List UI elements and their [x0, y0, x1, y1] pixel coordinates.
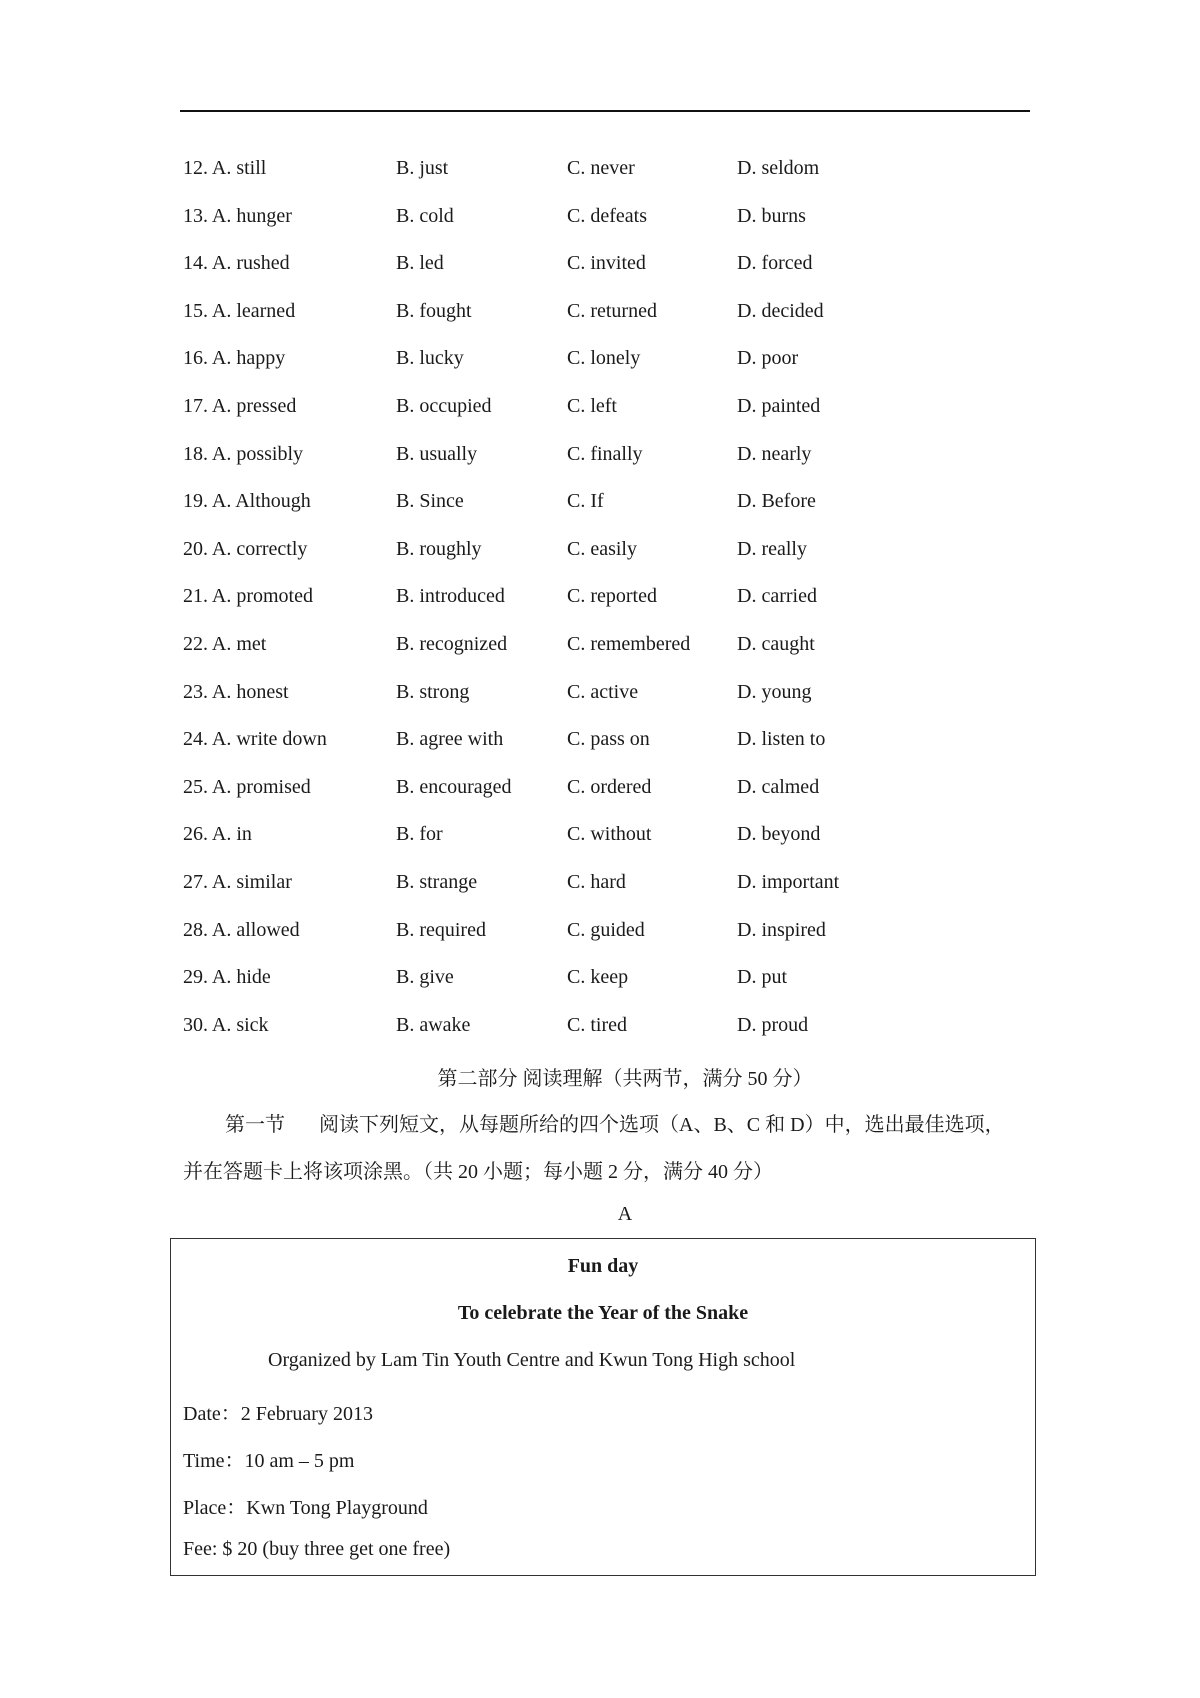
option-row	[183, 862, 1083, 910]
option-c: C. without	[567, 823, 652, 846]
option-d: D. burns	[737, 204, 806, 227]
option-d: D. caught	[737, 632, 815, 655]
option-d: D. important	[737, 870, 840, 893]
option-c: C. finally	[567, 442, 643, 465]
option-c: C. keep	[567, 966, 629, 989]
option-row	[183, 672, 1083, 720]
option-b: B. agree with	[396, 728, 504, 751]
option-d: D. beyond	[737, 823, 821, 846]
option-row	[183, 1005, 1083, 1053]
option-b: B. roughly	[396, 537, 482, 560]
instructions-text: 阅读下列短文，从每题所给的四个选项（A、B、C 和 D）中，选出最佳选项，	[319, 1114, 1005, 1136]
option-c: C. never	[567, 157, 635, 179]
option-d: D. nearly	[737, 442, 812, 465]
option-row	[183, 243, 1083, 291]
option-b: B. required	[396, 918, 486, 941]
option-a: 24. A. write down	[183, 728, 327, 751]
option-c: C. invited	[567, 252, 646, 275]
option-a: 25. A. promised	[183, 775, 311, 798]
notice-subtitle: To celebrate the Year of the Snake	[457, 1302, 749, 1324]
notice-time: Time：10 am – 5 pm	[183, 1450, 355, 1472]
option-c: C. remembered	[567, 632, 691, 655]
option-row	[183, 481, 1083, 529]
notice-title: Fun day	[567, 1255, 639, 1277]
option-b: B. led	[396, 252, 444, 275]
option-d: D. decided	[737, 299, 824, 322]
option-d: D. painted	[737, 394, 821, 417]
option-b: B. strong	[396, 680, 470, 703]
option-b: B. cold	[396, 204, 454, 227]
instructions-line-1	[225, 1108, 1005, 1137]
option-row	[183, 291, 1083, 339]
option-b: B. lucky	[396, 347, 464, 370]
option-c: C. hard	[567, 870, 626, 893]
option-d: D. Before	[737, 490, 816, 513]
notice-date: Date：2 February 2013	[183, 1403, 373, 1425]
option-a: 19. A. Although	[183, 490, 311, 513]
option-a: 27. A. similar	[183, 870, 292, 893]
option-c: C. ordered	[567, 775, 652, 798]
option-b: B. usually	[396, 442, 478, 465]
option-c: C. pass on	[567, 728, 650, 751]
option-b: B. just	[396, 157, 449, 179]
option-d: D. put	[737, 966, 787, 989]
option-a: 15. A. learned	[183, 299, 296, 322]
option-row	[183, 910, 1083, 958]
option-row	[183, 196, 1083, 244]
option-b: B. Since	[396, 490, 464, 513]
option-a: 30. A. sick	[183, 1013, 269, 1036]
option-d: D. poor	[737, 347, 799, 370]
option-row	[183, 576, 1083, 624]
instructions-line-2: 并在答题卡上将该项涂黑。（共 20 小题；每小题 2 分，满分 40 分）	[183, 1161, 773, 1183]
passage-label: A	[617, 1203, 633, 1225]
option-d: D. carried	[737, 585, 817, 608]
option-a: 16. A. happy	[183, 347, 286, 370]
option-c: C. If	[567, 490, 604, 513]
option-a: 29. A. hide	[183, 966, 271, 989]
notice-place: Place：Kwn Tong Playground	[183, 1497, 428, 1519]
option-row	[183, 434, 1083, 482]
option-c: C. returned	[567, 299, 657, 322]
option-c: C. tired	[567, 1013, 627, 1036]
option-c: C. guided	[567, 918, 645, 941]
option-b: B. occupied	[396, 394, 492, 417]
instructions-label: 第一节	[225, 1114, 285, 1136]
option-d: D. really	[737, 537, 807, 560]
option-a: 21. A. promoted	[183, 585, 313, 608]
option-b: B. awake	[396, 1013, 471, 1036]
option-a: 14. A. rushed	[183, 252, 290, 275]
option-a: 28. A. allowed	[183, 918, 300, 941]
option-c: C. defeats	[567, 204, 647, 227]
option-c: C. lonely	[567, 347, 641, 370]
notice-organizer: Organized by Lam Tin Youth Centre and Kwun Tong High school	[268, 1349, 796, 1371]
option-row	[183, 338, 1083, 386]
option-b: B. introduced	[396, 585, 505, 608]
option-b: B. recognized	[396, 632, 508, 655]
option-d: D. seldom	[737, 157, 820, 179]
option-row	[183, 767, 1083, 815]
option-b: B. strange	[396, 870, 478, 893]
option-d: D. inspired	[737, 918, 826, 941]
option-a: 20. A. correctly	[183, 537, 308, 560]
option-b: B. encouraged	[396, 775, 512, 798]
option-row	[183, 148, 1083, 196]
section-title: 第二部分 阅读理解（共两节，满分 50 分）	[437, 1068, 813, 1090]
option-row	[183, 957, 1083, 1005]
option-a: 22. A. met	[183, 632, 267, 655]
header-rule	[180, 110, 1030, 112]
option-d: D. listen to	[737, 728, 826, 751]
option-row	[183, 529, 1083, 577]
option-d: D. calmed	[737, 775, 820, 798]
option-row	[183, 719, 1083, 767]
option-a: 23. A. honest	[183, 680, 289, 703]
option-a: 17. A. pressed	[183, 394, 297, 417]
option-b: B. give	[396, 966, 454, 989]
notice-fee: Fee: $ 20 (buy three get one free)	[183, 1538, 451, 1560]
option-a: 12. A. still	[183, 157, 267, 179]
option-d: D. forced	[737, 252, 813, 275]
option-a: 18. A. possibly	[183, 442, 304, 465]
option-c: C. active	[567, 680, 639, 703]
option-d: D. young	[737, 680, 812, 703]
option-c: C. easily	[567, 537, 637, 560]
option-c: C. left	[567, 394, 617, 417]
notice-box	[170, 1238, 1036, 1576]
option-d: D. proud	[737, 1013, 809, 1036]
option-row	[183, 624, 1083, 672]
option-c: C. reported	[567, 585, 657, 608]
option-a: 13. A. hunger	[183, 204, 292, 227]
option-row	[183, 386, 1083, 434]
cloze-options-list	[183, 148, 1083, 1052]
option-b: B. for	[396, 823, 443, 846]
option-b: B. fought	[396, 299, 472, 322]
option-row	[183, 814, 1083, 862]
option-a: 26. A. in	[183, 823, 252, 846]
